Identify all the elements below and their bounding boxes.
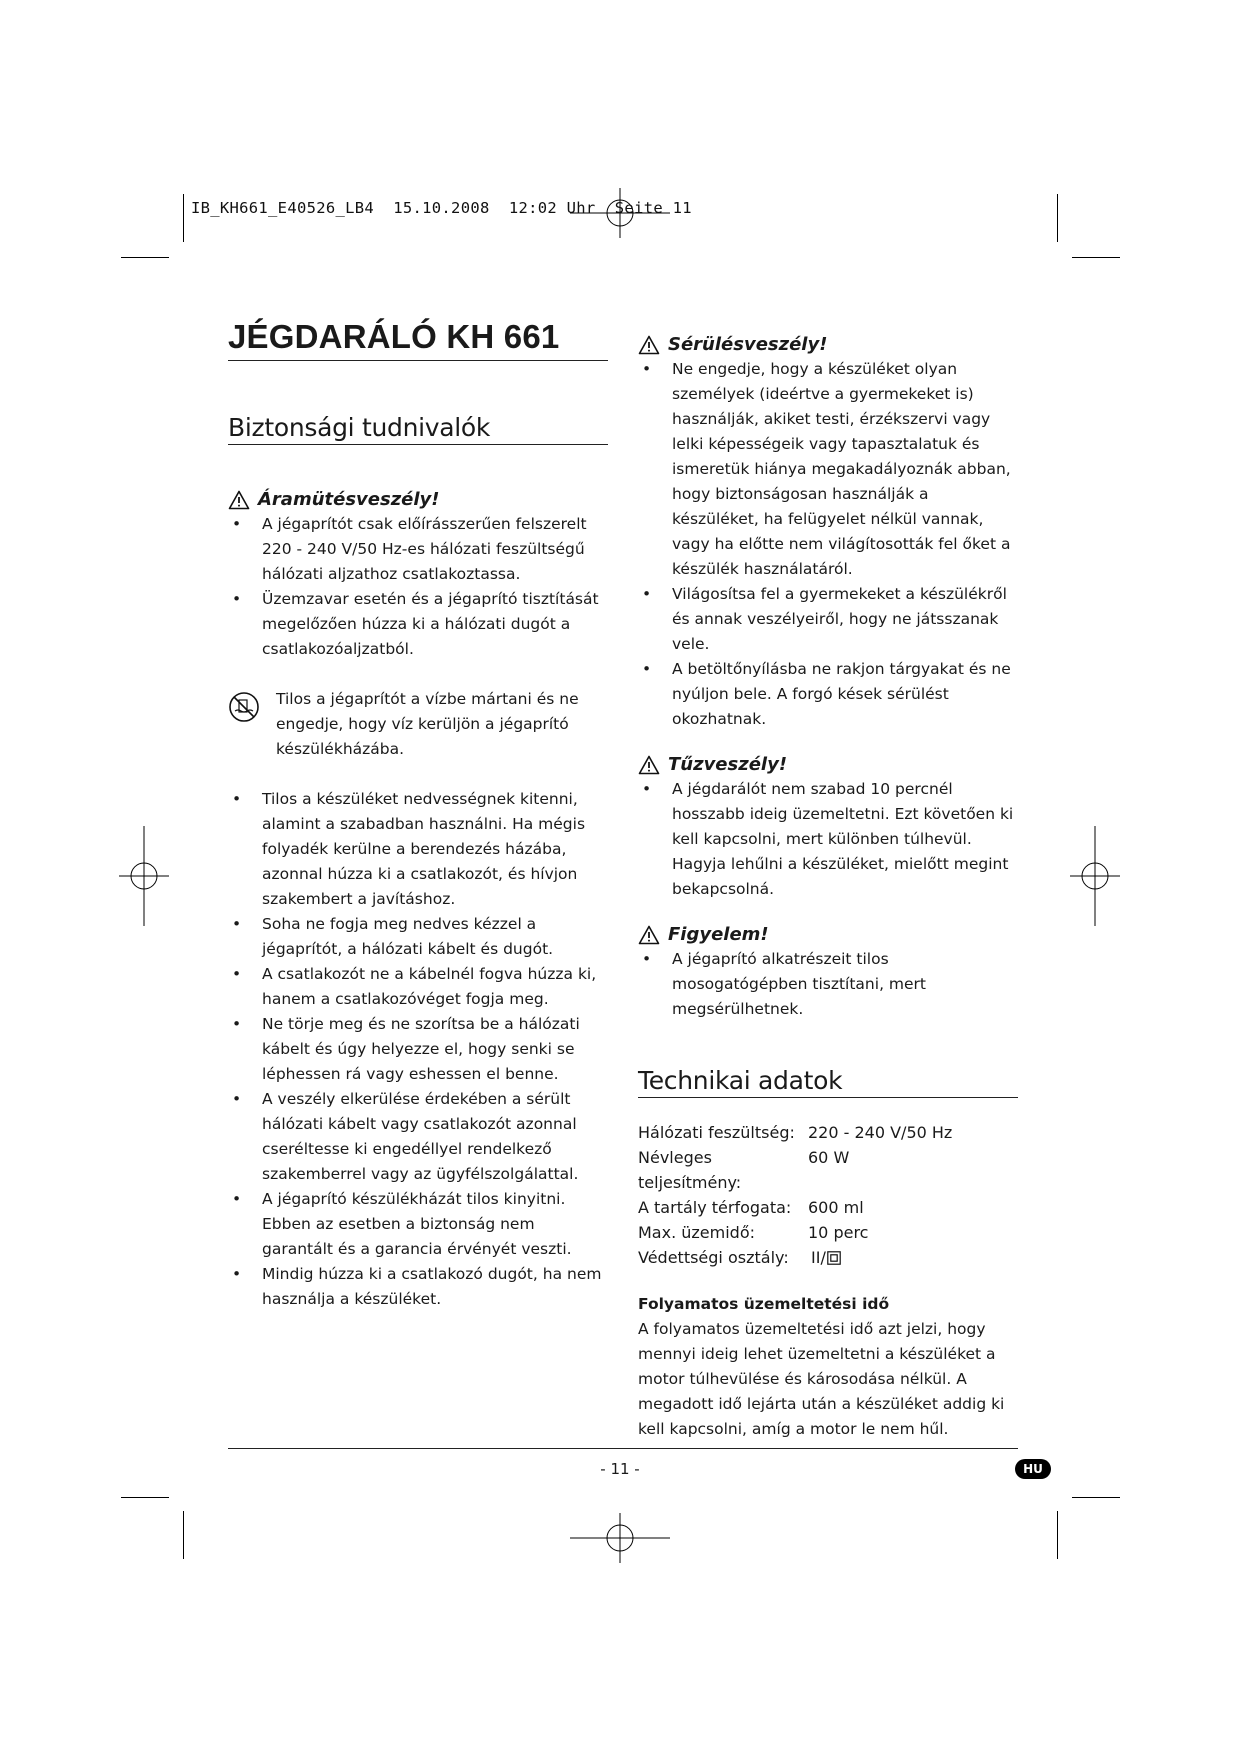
crop-mark [1072,257,1120,258]
safety-list [228,787,608,1312]
tech-key: A tartály térfogata: [638,1198,792,1217]
page-number: - 11 - [600,1460,640,1478]
protection-class-text: II/ [811,1248,826,1267]
crop-mark [121,1497,169,1498]
electric-list [228,512,608,662]
tech-key: Hálózati feszültség: [638,1123,795,1142]
tech-key: Névleges teljesítmény: [638,1148,742,1192]
page-title: JÉGDARÁLÓ KH 661 [228,318,608,361]
warning-heading [228,489,608,510]
list-item: • Tilos a készüléket nedvességnek kitenni, alamint a szabadban használni. Ha mégis folyadék kerülne a berendezés házába, azonnal húzza ki a csatlakozót, és hívjon szakembert a javításhoz. [228,787,608,912]
attention-list [638,947,1018,1022]
list-item: • Ne törje meg és ne szorítsa be a hálózati kábelt és úgy helyezze el, hogy senki se léphessen rá vagy eshessen el benne. [228,1012,608,1087]
warning-triangle-icon [228,490,250,510]
list-item: • Üzemzavar esetén és a jégaprító tisztítását megelőzően húzza ki a hálózati dugót a csatlakozóaljzatból. [228,587,608,662]
registration-mark [1070,826,1120,926]
list-item: • A jégaprító alkatrészeit tilos mosogatógépben tisztítani, mert megsérülhetnek. [638,947,1018,1022]
tech-table [638,1120,1018,1270]
tech-value: 10 perc [808,1223,869,1242]
section-title-safety: Biztonsági tudnivalók [228,413,608,445]
no-water-immersion-icon [228,691,260,723]
protection-class-ii-icon [827,1251,841,1265]
list-item: • A csatlakozót ne a kábelnél fogva húzza ki, hanem a csatlakozóvéget fogja meg. [228,962,608,1012]
tech-row [638,1145,1018,1195]
tech-value [808,1245,841,1270]
registration-mark [119,826,169,926]
injury-list [638,357,1018,732]
section-title-tech: Technikai adatok [638,1066,1018,1098]
fire-list [638,777,1018,902]
tech-row [638,1120,1018,1145]
list-item: • A veszély elkerülése érdekében a sérült hálózati kábelt vagy csatlakozót azonnal cseréltesse ki engedéllyel rendelkező szakemberrel vagy az ügyfélszolgálattal. [228,1087,608,1187]
registration-mark [570,1513,670,1563]
warning-heading-text: Figyelem! [668,924,769,945]
right-column [638,334,1018,1442]
tech-value: 60 W [808,1148,850,1167]
duty-title: Folyamatos üzemeltetési idő [638,1295,890,1313]
warning-heading-text: Áramütésveszély! [258,489,440,510]
tech-value: 600 ml [808,1198,864,1217]
footer-divider [228,1448,1018,1449]
crop-mark [1057,1511,1058,1559]
crop-mark [183,194,184,242]
tech-key: Max. üzemidő: [638,1223,755,1242]
list-item: • A betöltőnyílásba ne rakjon tárgyakat és ne nyúljon bele. A forgó kések sérülést okozhatnak. [638,657,1018,732]
duty-text: A folyamatos üzemeltetési idő azt jelzi, hogy mennyi ideig lehet üzemeltetni a készüléket a motor túlhevülése és károsodása nélkül. A megadott idő lejárta után a készüléket addig ki kell kapcsolni, amíg a motor le nem hűl. [638,1320,1005,1438]
list-item: • Ne engedje, hogy a készüléket olyan személyek (ideértve a gyermekeket is) használják, akiket testi, érzékszervi vagy lelki képességeik vagy tapasztalatuk és ismeretük hiánya megakadályoznák abban, hogy biztonságosan használják a készüléket, ha felügyelet nélkül vannak, vagy ha előtte nem világítosották fel őket a készülék használatáról. [638,357,1018,582]
crop-mark [121,257,169,258]
tech-row [638,1195,1018,1220]
list-item: • Világosítsa fel a gyermekeket a készülékről és annak veszélyeiről, hogy ne játsszanak vele. [638,582,1018,657]
crop-mark [1072,1497,1120,1498]
list-item: • A jégaprítót csak előírásszerűen felszerelt 220 - 240 V/50 Hz-es hálózati feszültségű hálózati aljzathoz csatlakoztassa. [228,512,608,587]
attention-warning [638,924,1018,1022]
warning-heading [638,754,1018,775]
injury-warning [638,334,1018,732]
electric-warning [228,489,608,662]
language-badge: HU [1015,1459,1051,1479]
print-slug: IB_KH661_E40526_LB4 15.10.2008 12:02 Uhr Seite 11 [191,199,692,217]
warning-heading [638,924,1018,945]
tech-value: 220 - 240 V/50 Hz [808,1123,953,1142]
fire-warning [638,754,1018,902]
list-item: • A jégdarálót nem szabad 10 percnél hosszabb ideig üzemeltetni. Ezt követően ki kell kapcsolni, mert különben túlhevül. Hagyja lehűlni a készüléket, mielőtt megint bekapcsolná. [638,777,1018,902]
warning-triangle-icon [638,925,660,945]
tech-row [638,1220,1018,1245]
crop-mark [1057,194,1058,242]
list-item: • Mindig húzza ki a csatlakozó dugót, ha nem használja a készüléket. [228,1262,608,1312]
list-item: • A jégaprító készülékházát tilos kinyitni. Ebben az esetben a biztonság nem garantált és a garancia érvényét veszti. [228,1187,608,1262]
warning-heading [638,334,1018,355]
warning-heading-text: Sérülésveszély! [668,334,828,355]
note-text: Tilos a jégaprítót a vízbe mártani és ne engedje, hogy víz kerüljön a jégaprító készülékházába. [276,690,579,758]
crop-mark [183,1511,184,1559]
tech-key: Védettségi osztály: [638,1248,789,1267]
warning-heading-text: Tűzveszély! [668,754,788,775]
tech-row [638,1245,1018,1270]
list-item: • Soha ne fogja meg nedves kézzel a jégaprítót, a hálózati kábelt és dugót. [228,912,608,962]
left-column [228,318,608,1312]
warning-triangle-icon [638,335,660,355]
water-note [228,687,608,762]
warning-triangle-icon [638,755,660,775]
